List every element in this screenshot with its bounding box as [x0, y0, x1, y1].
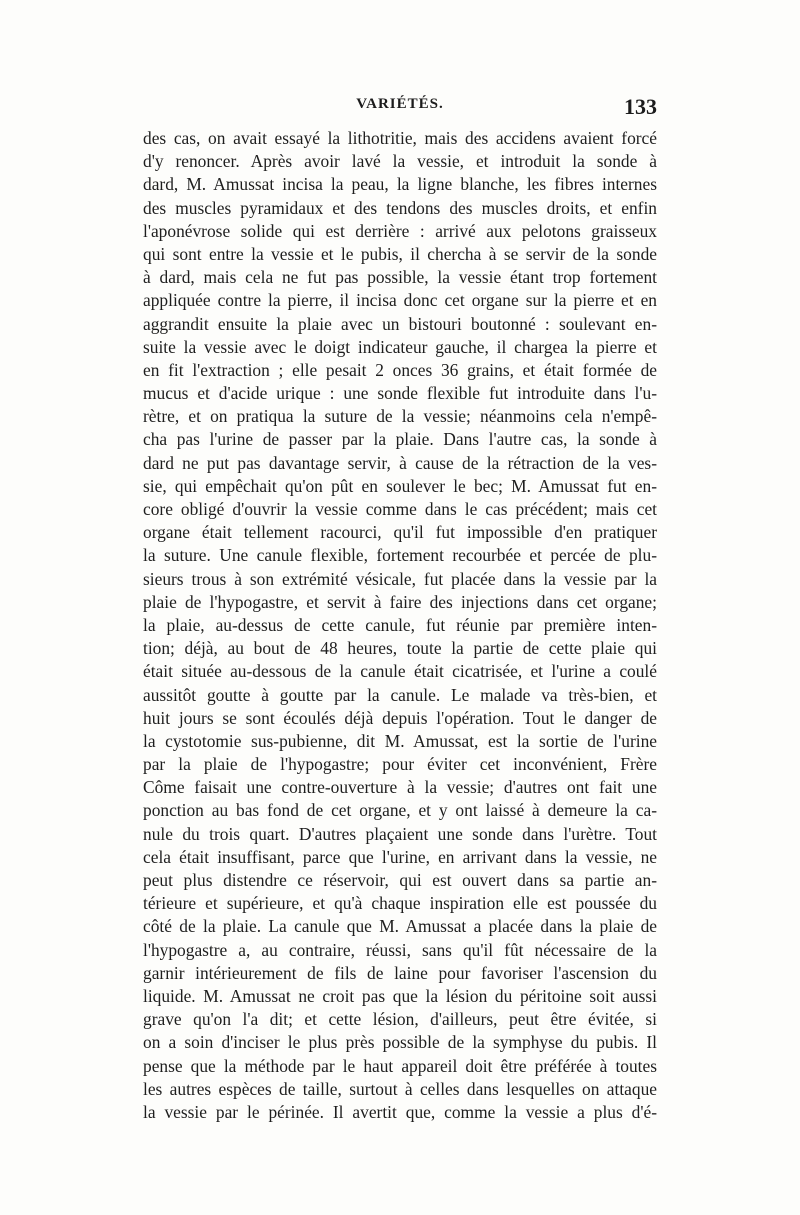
- text-line: la plaie, au-dessus de cette canule, fut réunie par première inten-: [143, 614, 657, 635]
- running-head: [143, 96, 657, 126]
- page-number: 133: [624, 94, 657, 119]
- text-line: appliquée contre la pierre, il incisa donc cet organe sur la pierre et en: [143, 290, 657, 311]
- text-line: garnir intérieurement de fils de laine pour favoriser l'ascension du: [143, 962, 657, 983]
- text-line: térieure et supérieure, et qu'à chaque inspiration elle est poussée du: [143, 893, 657, 914]
- text-line: suite la vessie avec le doigt indicateur gauche, il chargea la pierre et: [143, 336, 657, 357]
- text-line: des muscles pyramidaux et des tendons des muscles droits, et enfin: [143, 197, 657, 218]
- text-line: les autres espèces de taille, surtout à celles dans lesquelles on attaque: [143, 1078, 657, 1099]
- text-line: cha pas l'urine de passer par la plaie. Dans l'autre cas, la sonde à: [143, 429, 657, 450]
- text-line: liquide. M. Amussat ne croit pas que la lésion du péritoine soit aussi: [143, 985, 657, 1006]
- text-line: aussitôt goutte à goutte par la canule. Le malade va très-bien, et: [143, 684, 657, 705]
- text-line: la vessie par le périnée. Il avertit que, comme la vessie a plus d'é-: [143, 1101, 657, 1122]
- text-line: côté de la plaie. La canule que M. Amussat a placée dans la plaie de: [143, 916, 657, 937]
- text-line: à dard, mais cela ne fut pas possible, la vessie étant trop fortement: [143, 267, 657, 288]
- text-line: l'hypogastre a, au contraire, réussi, sans qu'il fût nécessaire de la: [143, 939, 657, 960]
- text-line: pense que la méthode par le haut appareil doit être préférée à toutes: [143, 1055, 657, 1076]
- text-line: nule du trois quart. D'autres plaçaient une sonde dans l'urètre. Tout: [143, 823, 657, 844]
- text-line: dard ne put pas davantage servir, à cause de la rétraction de la ves-: [143, 452, 657, 473]
- text-line: dard, M. Amussat incisa la peau, la ligne blanche, les fibres internes: [143, 174, 657, 195]
- text-line: aggrandit ensuite la plaie avec un bistouri boutonné : soulevant en-: [143, 313, 657, 334]
- text-line: sieurs trous à son extrémité vésicale, fut placée dans la vessie par la: [143, 568, 657, 589]
- text-line: par la plaie de l'hypogastre; pour éviter cet inconvénient, Frère: [143, 754, 657, 775]
- text-line: plaie de l'hypogastre, et servit à faire des injections dans cet organe;: [143, 591, 657, 612]
- text-line: ponction au bas fond de cet organe, et y ont laissé à demeure la ca-: [143, 800, 657, 821]
- text-line: d'y renoncer. Après avoir lavé la vessie, et introduit la sonde à: [143, 151, 657, 172]
- text-line: huit jours se sont écoulés déjà depuis l'opération. Tout le danger de: [143, 707, 657, 728]
- text-line: mucus et d'acide urique : une sonde flexible fut introduite dans l'u-: [143, 383, 657, 404]
- text-line: peut plus distendre ce réservoir, qui est ouvert dans sa partie an-: [143, 870, 657, 890]
- text-line: était située au-dessous de la canule était cicatrisée, et l'urine a coulé: [143, 661, 657, 682]
- text-line: rètre, et on pratiqua la suture de la vessie; néanmoins cela n'empê-: [143, 406, 657, 427]
- text-line: l'aponévrose solide qui est derrière : arrivé aux pelotons graisseux: [143, 220, 657, 241]
- text-line: sie, qui empêchait qu'on pût en soulever le bec; M. Amussat fut en-: [143, 475, 657, 496]
- text-line: grave qu'on l'a dit; et cette lésion, d'ailleurs, peut être évitée, si: [143, 1009, 657, 1030]
- text-line: qui sont entre la vessie et le pubis, il chercha à se servir de la sonde: [143, 243, 657, 264]
- text-line: core obligé d'ouvrir la vessie comme dans le cas précédent; mais cet: [143, 499, 657, 519]
- text-line: la cystotomie sus-pubienne, dit M. Amussat, est la sortie de l'urine: [143, 730, 657, 751]
- body-text: [143, 127, 657, 1124]
- text-line: organe était tellement racourci, qu'il fut impossible d'en pratiquer: [143, 522, 657, 543]
- text-line: la suture. Une canule flexible, fortement recourbée et percée de plu-: [143, 545, 657, 566]
- text-line: Côme faisait une contre-ouverture à la vessie; d'autres ont fait une: [143, 777, 657, 798]
- text-line: cela était insuffisant, parce que l'urine, en arrivant dans la vessie, ne: [143, 846, 657, 867]
- running-title: VARIÉTÉS.: [356, 96, 444, 112]
- text-line: on a soin d'inciser le plus près possible de la symphyse du pubis. Il: [143, 1032, 657, 1053]
- text-line: des cas, on avait essayé la lithotritie, mais des accidens avaient forcé: [143, 128, 657, 148]
- text-line: tion; déjà, au bout de 48 heures, toute la partie de cette plaie qui: [143, 638, 657, 659]
- text-line: en fit l'extraction ; elle pesait 2 onces 36 grains, et était formée de: [143, 359, 657, 380]
